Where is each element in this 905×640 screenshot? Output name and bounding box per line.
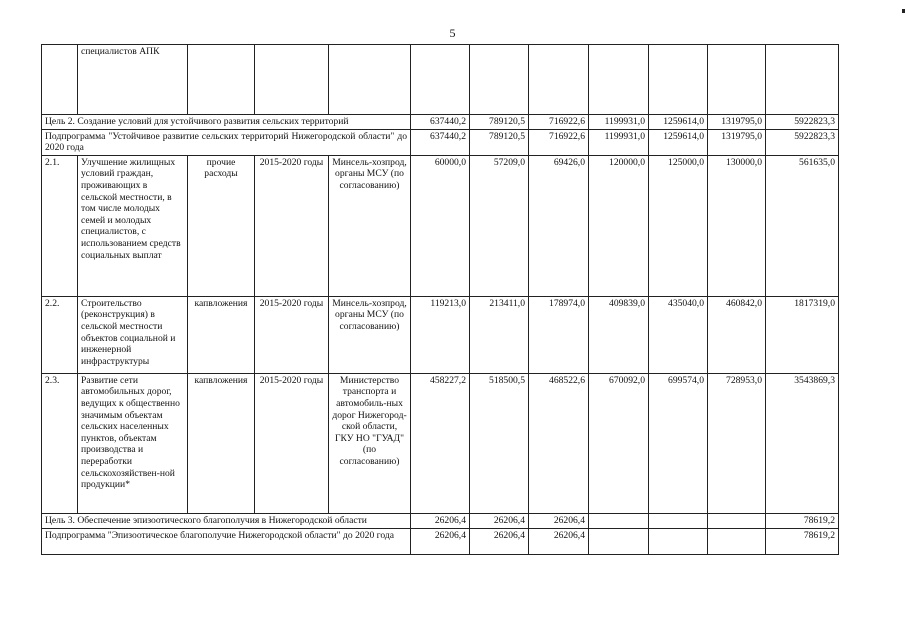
cell-value: 716922,6	[529, 115, 589, 130]
cell-executor	[329, 45, 411, 115]
goal-label: Цель 3. Обеспечение эпизоотического благополучия в Нижегородской области	[42, 513, 411, 528]
subprogram-label: Подпрограмма "Устойчивое развитие сельских территорий Нижегородской области" до 2020 года	[42, 129, 411, 155]
cell-value: 26206,4	[411, 528, 470, 554]
table-row-subprogram-2	[42, 129, 839, 155]
cell-value: 78619,2	[766, 513, 839, 528]
cell-value: 518500,5	[470, 373, 529, 513]
budget-table	[41, 44, 839, 555]
cell-value	[649, 528, 708, 554]
goal-label: Цель 2. Создание условий для устойчивого развития сельских территорий	[42, 115, 411, 130]
subprogram-label: Подпрограмма "Эпизоотическое благополучие Нижегородской области" до 2020 года	[42, 528, 411, 554]
cell-value	[708, 528, 766, 554]
cell-value	[529, 45, 589, 115]
cell-value: 130000,0	[708, 155, 766, 296]
cell-value: 435040,0	[649, 296, 708, 373]
cell-period	[255, 45, 329, 115]
cell-name: специалистов АПК	[78, 45, 188, 115]
table-row-continuation	[42, 45, 839, 115]
cell-value	[470, 45, 529, 115]
cell-value: 1319795,0	[708, 129, 766, 155]
cell-value: 1319795,0	[708, 115, 766, 130]
cell-value: 458227,2	[411, 373, 470, 513]
cell-period: 2015-2020 годы	[255, 296, 329, 373]
cell-value: 789120,5	[470, 115, 529, 130]
cell-value: 637440,2	[411, 129, 470, 155]
cell-num: 2.3.	[42, 373, 78, 513]
cell-value	[649, 513, 708, 528]
table-row-2-3	[42, 373, 839, 513]
cell-value: 69426,0	[529, 155, 589, 296]
table-row-subprogram-3	[42, 528, 839, 554]
cell-value: 78619,2	[766, 528, 839, 554]
cell-value	[589, 528, 649, 554]
cell-value: 60000,0	[411, 155, 470, 296]
cell-name: Развитие сети автомобильных дорог, ведущих к общественно значимым объектам сельских населенных пунктов, объектам производства и переработки сельскохозяйствен-ной продукции*	[78, 373, 188, 513]
cell-type: капвложения	[188, 373, 255, 513]
table-row-2-2	[42, 296, 839, 373]
cell-executor: Министерство транспорта и автомобиль-ных дорог Нижегород-ской области, ГКУ НО "ГУАД" (по согласованию)	[329, 373, 411, 513]
cell-type	[188, 45, 255, 115]
cell-value: 468522,6	[529, 373, 589, 513]
table-row-goal-3	[42, 513, 839, 528]
cell-value: 26206,4	[470, 513, 529, 528]
cell-type: капвложения	[188, 296, 255, 373]
cell-period: 2015-2020 годы	[255, 155, 329, 296]
cell-value: 57209,0	[470, 155, 529, 296]
cell-value: 460842,0	[708, 296, 766, 373]
cell-value: 728953,0	[708, 373, 766, 513]
cell-value: 119213,0	[411, 296, 470, 373]
cell-value: 26206,4	[529, 513, 589, 528]
cell-value: 1199931,0	[589, 129, 649, 155]
cell-executor: Минсель-хозпрод, органы МСУ (по согласованию)	[329, 155, 411, 296]
cell-value: 5922823,3	[766, 129, 839, 155]
cell-value: 125000,0	[649, 155, 708, 296]
cell-value: 716922,6	[529, 129, 589, 155]
cell-num	[42, 45, 78, 115]
cell-value: 409839,0	[589, 296, 649, 373]
cell-value: 26206,4	[529, 528, 589, 554]
cell-num: 2.2.	[42, 296, 78, 373]
cell-value: 26206,4	[411, 513, 470, 528]
cell-name: Улучшение жилищных условий граждан, проживающих в сельской местности, в том числе молодых семей и молодых специалистов, с использованием средств социальных выплат	[78, 155, 188, 296]
cell-value: 1259614,0	[649, 115, 708, 130]
cell-value: 178974,0	[529, 296, 589, 373]
cell-value	[411, 45, 470, 115]
cell-value: 1817319,0	[766, 296, 839, 373]
cell-name: Строительство (реконструкция) в сельской местности объектов социальной и инженерной инфраструктуры	[78, 296, 188, 373]
cell-type: прочие расходы	[188, 155, 255, 296]
cell-value: 561635,0	[766, 155, 839, 296]
cell-value	[649, 45, 708, 115]
cell-value	[708, 45, 766, 115]
cell-value	[589, 45, 649, 115]
cell-value: 3543869,3	[766, 373, 839, 513]
table-row-goal-2	[42, 115, 839, 130]
cell-period: 2015-2020 годы	[255, 373, 329, 513]
cell-value: 670092,0	[589, 373, 649, 513]
cell-value: 637440,2	[411, 115, 470, 130]
cell-value	[708, 513, 766, 528]
cell-num: 2.1.	[42, 155, 78, 296]
cell-value	[589, 513, 649, 528]
cell-executor: Минсель-хозпрод, органы МСУ (по согласованию)	[329, 296, 411, 373]
cell-value	[766, 45, 839, 115]
cell-value: 699574,0	[649, 373, 708, 513]
page-number: 5	[449, 26, 456, 40]
cell-value: 5922823,3	[766, 115, 839, 130]
cell-value: 789120,5	[470, 129, 529, 155]
cell-value: 213411,0	[470, 296, 529, 373]
cell-value: 1199931,0	[589, 115, 649, 130]
table-row-2-1	[42, 155, 839, 296]
cell-value: 26206,4	[470, 528, 529, 554]
cell-value: 1259614,0	[649, 129, 708, 155]
cell-value: 120000,0	[589, 155, 649, 296]
